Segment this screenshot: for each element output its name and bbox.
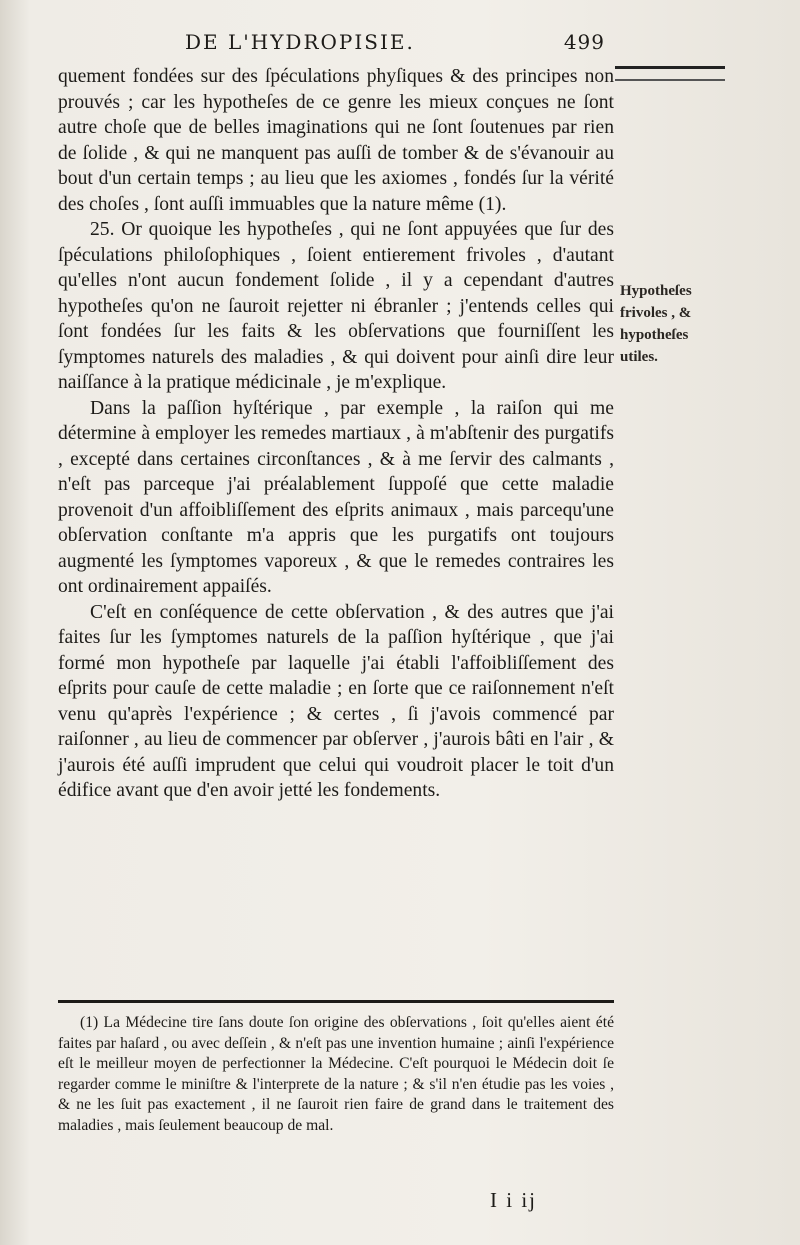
paragraph: Dans la paſſion hyſtérique , par exemple , la raiſon qui me détermine à employer les remedes martiaux , à m'abſtenir des purgatifs , excepté dans certaines circonſtances , & à me ſervir des calmants , n'eſt pas parceque j'ai préalablement ſuppoſé que cette maladie provenoit d'un affoibliſſement des eſprits animaux , mais parcequ'une obſervation conſtante m'a appris que les purgatifs ont toujours augmenté les ſymptomes vaporeux , & que le remedes contraires les ont ordinairement appaiſés. bbox=[58, 397, 614, 597]
marginal-note bbox=[620, 280, 738, 368]
page-header bbox=[185, 30, 605, 60]
main-text bbox=[58, 64, 614, 804]
running-title: DE L'HYDROPISIE. bbox=[185, 30, 415, 54]
marginal-note-line: frivoles , & bbox=[620, 305, 692, 321]
marginal-note-line: hypotheſes bbox=[620, 327, 689, 343]
footnote-text: (1) La Médecine tire ſans doute ſon origine des obſervations , ſoit qu'elles aient été faites par haſard , ou avec deſſein , & n'eſt pas une invention humaine ; ainſi l'expérience eſt le meilleur moyen de perfectionner la Médecine. C'eſt pourquoi le Médecin doit ſe regarder comme le miniſtre & l'interprete de la nature ; & s'il n'en étudie pas les voies , & ne les ſuit pas exactement , il ne ſauroit rien faire de grand dans le traitement des maladies , mais ſeulement beaucoup de mal. bbox=[58, 1014, 614, 1134]
paragraph: 25. Or quoique les hypotheſes , qui ne ſont appuyées que ſur des ſpéculations philoſophiques , ſoient entierement frivoles , d'autant qu'elles n'ont aucun fondement ſolide , il y a cependant d'autres hypotheſes qu'on ne ſauroit rejetter ni ébranler ; j'entends celles qui ſont fondées ſur les faits & les obſervations que fourniſſent les ſymptomes naturels des maladies , & qui doivent pour ainſi dire leur naiſſance à la pratique médicinale , je m'explique. bbox=[58, 219, 614, 393]
page-number: 499 bbox=[563, 30, 605, 54]
header-ornament-rule bbox=[615, 66, 725, 81]
paragraph: quement fondées sur des ſpéculations phyſiques & des principes non prouvés ; car les hypotheſes de ce genre les mieux conçues ne ſont autre choſe que de belles imaginations qui ne ſont ſoutenues par rien de ſolide , & qui ne manquent pas auſſi de tomber & de s'évanouir au bout d'un certain temps ; au lieu que les axiomes , fondés ſur la vérité des choſes , ſont auſſi immuables que la nature même (1). bbox=[58, 66, 614, 215]
marginal-note-line: Hypotheſes bbox=[620, 283, 692, 299]
footnote bbox=[58, 1013, 614, 1136]
footnote-rule bbox=[58, 1000, 614, 1003]
marginal-note-line: utiles. bbox=[620, 349, 658, 365]
paragraph: C'eſt en conſéquence de cette obſervation , & des autres que j'ai faites ſur les ſymptomes naturels de la paſſion hyſtérique , que j'ai formé mon hypotheſe par laquelle j'ai établi l'affoibliſſement des eſprits pour cauſe de cette maladie ; en ſorte que ce raiſonnement n'eſt venu qu'après l'expérience ; & certes , ſi j'avois commencé par raiſonner , au lieu de commencer par obſerver , j'aurois bâti en l'air , & j'aurois été auſſi imprudent que celui qui voudroit placer le toit d'un édifice avant que d'en avoir jetté les fondements. bbox=[58, 601, 614, 801]
signature-mark: I i ij bbox=[490, 1188, 537, 1212]
